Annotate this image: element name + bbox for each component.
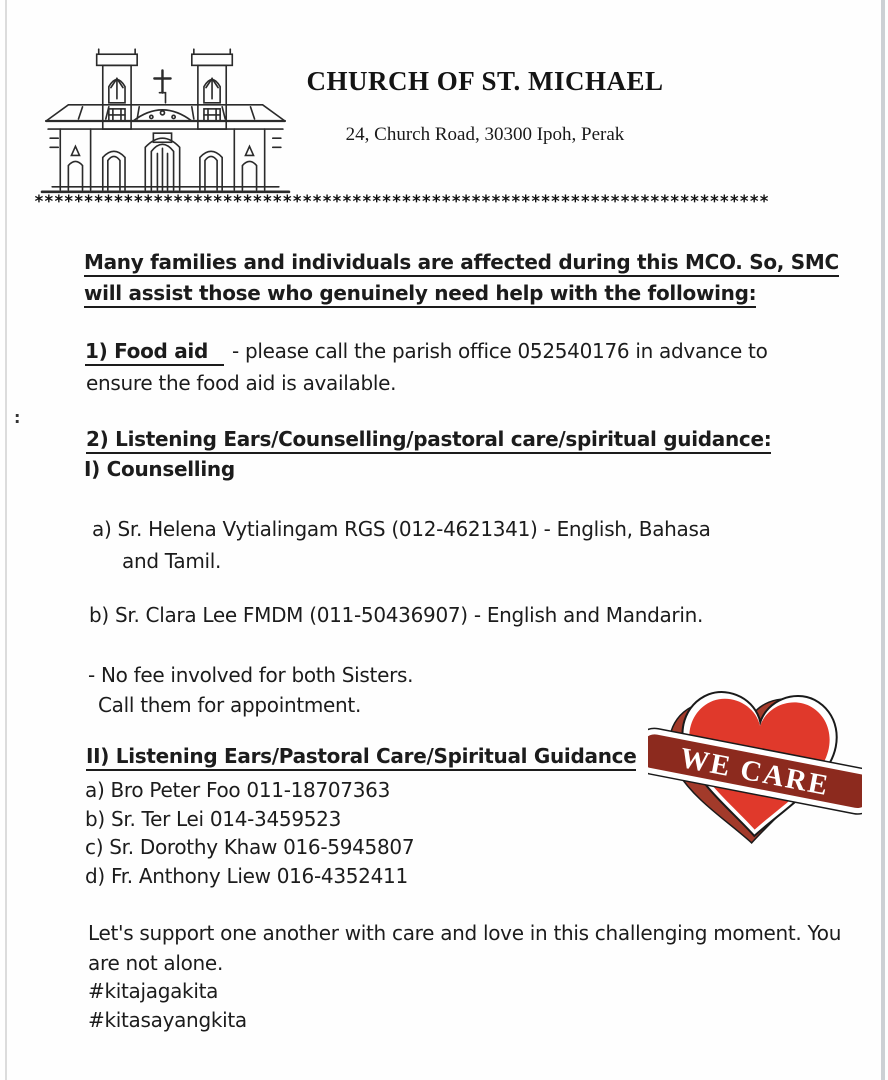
contact-peter-foo: a) Bro Peter Foo 011-18707363 [85, 778, 391, 802]
church-building-illustration [38, 42, 293, 198]
counsellor-b-line: b) Sr. Clara Lee FMDM (011-50436907) - English and Mandarin. [89, 603, 704, 627]
food-aid-heading: 1) Food aid [85, 339, 224, 366]
contact-anthony-liew: d) Fr. Anthony Liew 016-4352411 [85, 864, 408, 888]
food-aid-line-1 [85, 339, 768, 366]
church-name: CHURCH OF ST. MICHAEL [306, 66, 664, 96]
food-aid-line-2: ensure the food aid is available. [86, 371, 397, 395]
section2-heading: 2) Listening Ears/Counselling/pastoral care/spiritual guidance: [86, 427, 771, 454]
intro-line-1: Many families and individuals are affected during this MCO. So, SMC [84, 250, 839, 277]
no-fee-note-line-1: - No fee involved for both Sisters. [88, 663, 414, 687]
counselling-subheading: I) Counselling [84, 457, 235, 481]
intro-line-2: will assist those who genuinely need help with the following: [84, 281, 756, 308]
hashtag-kitasayangkita: #kitasayangkita [88, 1008, 247, 1032]
we-care-label: WE CARE [677, 741, 833, 803]
contact-ter-lei: b) Sr. Ter Lei 014-3459523 [85, 807, 342, 831]
scan-edge-right [881, 0, 885, 1080]
counsellor-a-line-2: and Tamil. [122, 549, 222, 573]
closing-line-2: are not alone. [88, 951, 223, 975]
no-fee-note-line-2: Call them for appointment. [98, 693, 362, 717]
food-aid-text: - please call the parish office 052540176 in advance to [232, 339, 768, 363]
scan-artifact-colon: : [14, 408, 21, 427]
asterisk-divider: ************************************************************************** [34, 192, 770, 211]
contact-dorothy-khaw: c) Sr. Dorothy Khaw 016-5945807 [85, 835, 415, 859]
closing-line-1: Let's support one another with care and love in this challenging moment. You [88, 921, 842, 945]
counsellor-a-line-1: a) Sr. Helena Vytialingam RGS (012-4621341) - English, Bahasa [92, 517, 711, 541]
we-care-heart-logo [648, 674, 862, 862]
pastoral-care-subheading: II) Listening Ears/Pastoral Care/Spiritual Guidance [86, 744, 636, 771]
scan-edge-left [5, 0, 7, 1080]
church-address: 24, Church Road, 30300 Ipoh, Perak [345, 124, 625, 145]
hashtag-kitajagakita: #kitajagakita [88, 979, 219, 1003]
